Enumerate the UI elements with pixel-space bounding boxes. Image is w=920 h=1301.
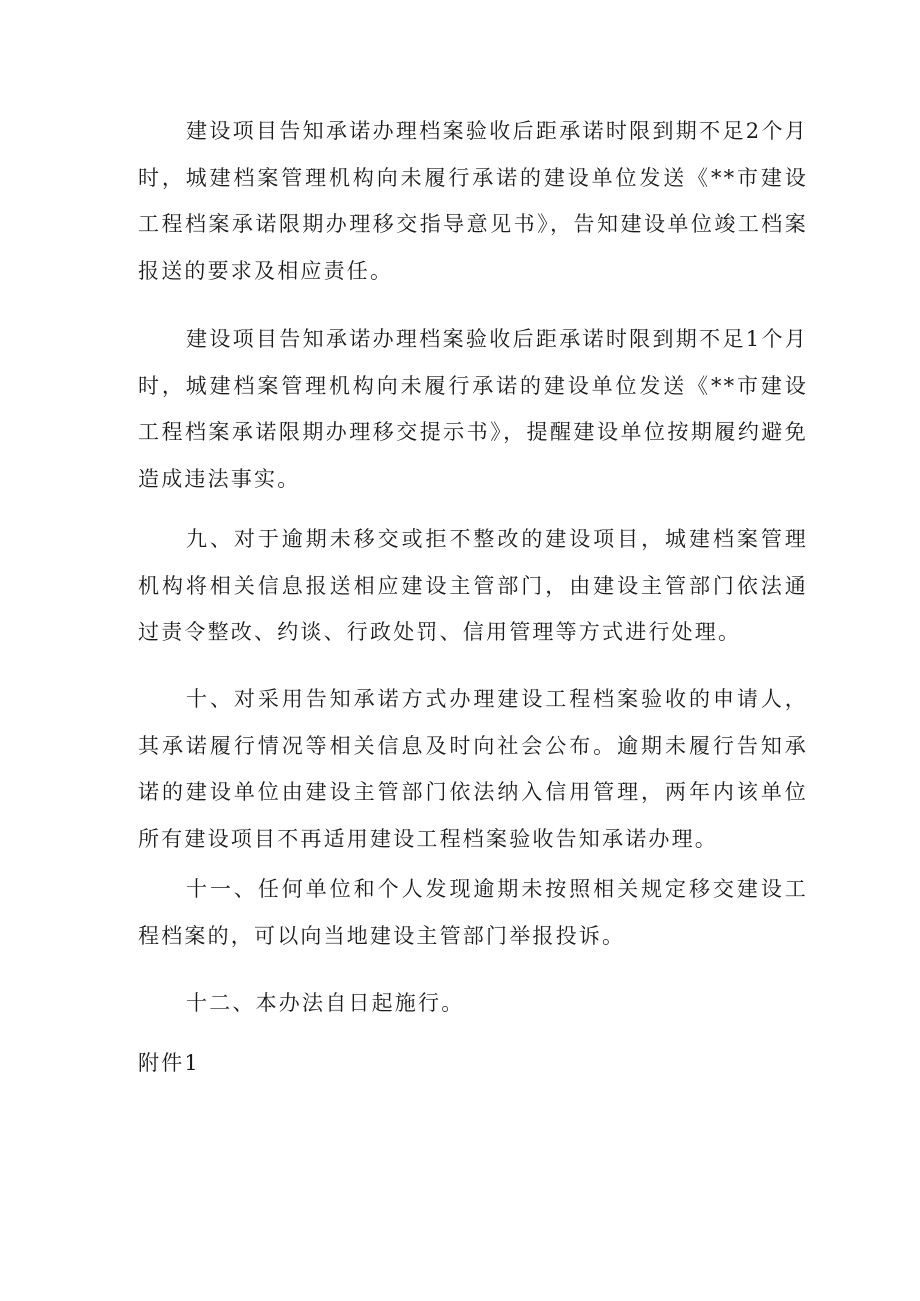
paragraph-one-month-reminder: 建设项目告知承诺办理档案验收后距承诺时限到期不足1个月时，城建档案管理机构向未履行承诺的建设单位发送《**市建设工程档案承诺限期办理移交提示书》，提醒建设单位按期履约避免造成违法事实。 [138, 327, 808, 491]
paragraph-article-12: 十二、本办法自日起施行。 [186, 991, 465, 1015]
paragraph-article-9: 九、对于逾期未移交或拒不整改的建设项目，城建档案管理机构将相关信息报送相应建设主管部门，由建设主管部门依法通过责令整改、约谈、行政处罚、信用管理等方式进行处理。 [138, 527, 808, 644]
paragraph-article-11: 十一、任何单位和个人发现逾期未按照相关规定移交建设工程档案的，可以向当地建设主管部门举报投诉。 [138, 877, 808, 948]
paragraph-article-10: 十、对采用告知承诺方式办理建设工程档案验收的申请人，其承诺履行情况等相关信息及时向社会公布。逾期未履行告知承诺的建设单位由建设主管部门依法纳入信用管理，两年内该单位所有建设项目不再适用建设工程档案验收告知承诺办理。 [138, 687, 808, 851]
attachment-label: 附件1 [138, 1051, 200, 1075]
paragraph-two-month-notice: 建设项目告知承诺办理档案验收后距承诺时限到期不足2个月时，城建档案管理机构向未履行承诺的建设单位发送《**市建设工程档案承诺限期办理移交指导意见书》，告知建设单位竣工档案报送的要求及相应责任。 [138, 119, 808, 283]
